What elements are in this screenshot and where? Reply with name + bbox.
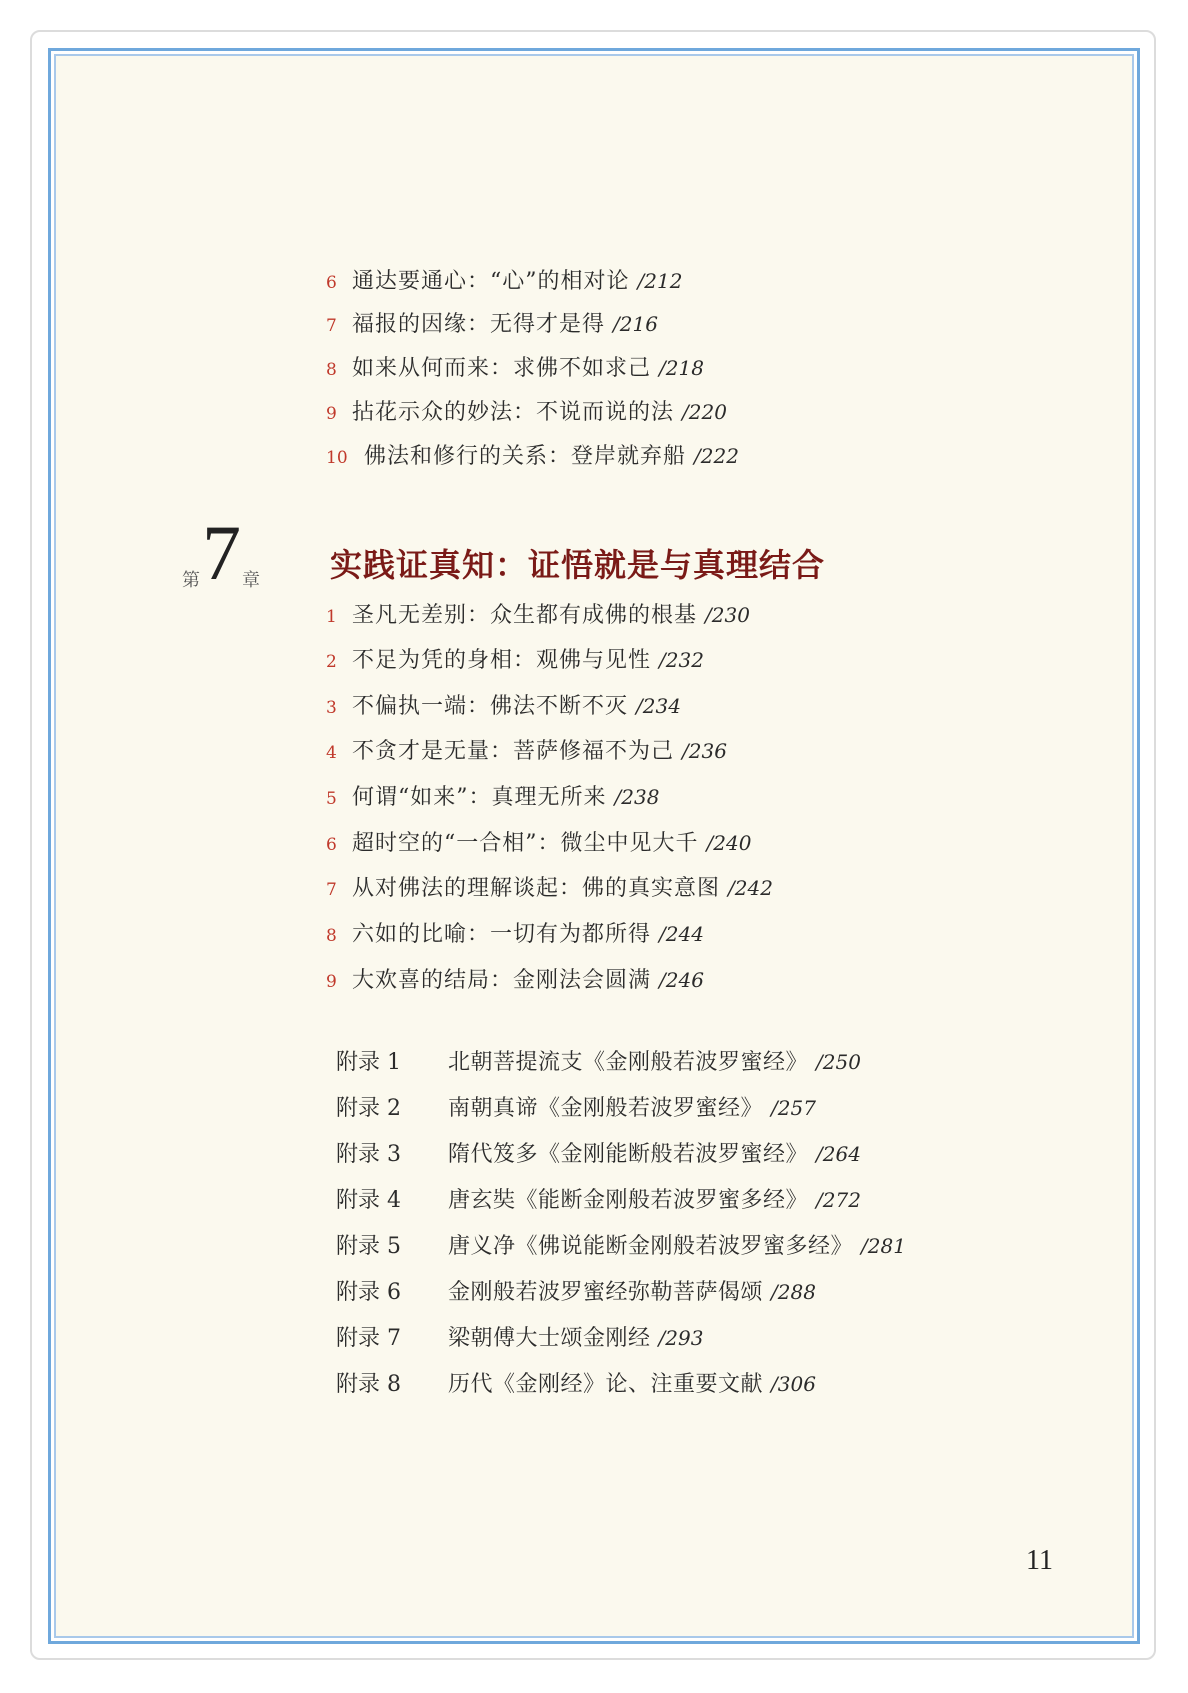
appendix-item[interactable] [336,1367,816,1407]
toc-item[interactable] [326,689,681,729]
chapter-number-mark [178,509,268,600]
toc-item[interactable] [326,826,751,866]
appendix-title: 唐义净《佛说能断金刚般若波罗蜜多经》 [448,1234,854,1259]
toc-item-page: /238 [614,785,660,809]
toc-item-title: 佛法和修行的关系：登岸就弃船 [364,444,687,469]
appendix-title: 南朝真谛《金刚般若波罗蜜经》 [448,1096,764,1121]
toc-item-number: 9 [326,404,337,424]
appendix-page: /272 [816,1188,861,1212]
toc-item-title: 通达要通心：“心”的相对论 [352,269,630,294]
toc-item[interactable] [326,351,704,391]
chapter-number: 7 [202,509,241,596]
appendix-title: 梁朝傅大士颂金刚经 [448,1326,651,1351]
toc-item[interactable] [326,395,727,435]
appendix-label: 附录 1 [336,1050,401,1075]
page-number: 11 [1026,1545,1053,1576]
appendix-page: /293 [658,1326,704,1350]
appendix-item[interactable] [336,1137,861,1177]
toc-item[interactable] [326,643,704,683]
toc-item[interactable] [326,917,704,957]
toc-item-title: 圣凡无差别：众生都有成佛的根基 [352,603,698,628]
toc-item-number: 8 [326,360,337,380]
appendix-item[interactable] [336,1229,906,1269]
toc-item[interactable] [326,439,739,479]
appendix-item[interactable] [336,1275,816,1315]
toc-item-title: 超时空的“一合相”：微尘中见大千 [352,831,699,856]
appendix-page: /257 [771,1096,816,1120]
appendix-title: 金刚般若波罗蜜经弥勒菩萨偈颂 [448,1280,764,1305]
toc-item-page: /218 [659,356,704,380]
appendix-label: 附录 3 [336,1142,401,1167]
toc-item-title: 不贪才是无量：菩萨修福不为己 [352,739,675,764]
toc-item-page: /212 [637,269,683,293]
toc-item-page: /240 [706,831,752,855]
toc-item-number: 9 [326,972,337,992]
appendix-page: /288 [771,1280,816,1304]
toc-item-number: 7 [326,316,337,336]
toc-item-number: 10 [326,448,348,468]
appendix-page: /306 [771,1372,816,1396]
appendix-item[interactable] [336,1321,703,1361]
appendix-title: 隋代笈多《金刚能断般若波罗蜜经》 [448,1142,809,1167]
toc-item-page: /244 [659,922,704,946]
toc-item-title: 大欢喜的结局：金刚法会圆满 [352,968,652,993]
toc-item-title: 六如的比喻：一切有为都所得 [352,922,652,947]
toc-item-number: 6 [326,273,337,293]
appendix-item[interactable] [336,1091,816,1131]
toc-item[interactable] [326,264,682,304]
toc-item-title: 福报的因缘：无得才是得 [352,312,606,337]
toc-item-title: 何谓“如来”：真理无所来 [352,785,607,810]
toc-item-page: /216 [613,312,658,336]
chapter-title[interactable]: 实践证真知：证悟就是与真理结合 [330,546,826,584]
toc-item[interactable] [326,307,658,347]
toc-item-page: /246 [659,968,704,992]
toc-item-number: 8 [326,926,337,946]
toc-item-number: 5 [326,789,337,809]
toc-item-number: 4 [326,743,337,763]
appendix-item[interactable] [336,1045,861,1085]
toc-item-page: /242 [728,876,773,900]
toc-item[interactable] [326,734,727,774]
appendix-label: 附录 8 [336,1372,401,1397]
toc-item-title: 不偏执一端：佛法不断不灭 [352,694,629,719]
appendix-label: 附录 2 [336,1096,401,1121]
toc-item[interactable] [326,780,659,820]
chapter-suffix: 章 [242,570,260,591]
toc-item-page: /230 [705,603,750,627]
appendix-item[interactable] [336,1183,861,1223]
toc-item-page: /236 [682,739,727,763]
appendix-title: 唐玄奘《能断金刚般若波罗蜜多经》 [448,1188,809,1213]
appendix-label: 附录 5 [336,1234,401,1259]
toc-item-number: 2 [326,652,337,672]
appendix-title: 北朝菩提流支《金刚般若波罗蜜经》 [448,1050,809,1075]
appendix-label: 附录 4 [336,1188,401,1213]
appendix-label: 附录 7 [336,1326,401,1351]
toc-item[interactable] [326,963,704,1003]
toc-item[interactable] [326,598,750,638]
appendix-page: /250 [816,1050,861,1074]
toc-item[interactable] [326,871,773,911]
appendix-page: /264 [816,1142,861,1166]
toc-item-title: 如来从何而来：求佛不如求己 [352,356,652,381]
toc-item-number: 7 [326,880,337,900]
chapter-prefix: 第 [182,570,200,591]
toc-item-title: 拈花示众的妙法：不说而说的法 [352,400,675,425]
toc-item-page: /220 [682,400,727,424]
toc-item-page: /222 [694,444,739,468]
appendix-label: 附录 6 [336,1280,401,1305]
toc-item-title: 从对佛法的理解谈起：佛的真实意图 [352,876,721,901]
toc-item-number: 1 [326,607,337,627]
toc-item-page: /232 [659,648,704,672]
toc-item-page: /234 [636,694,681,718]
toc-item-title: 不足为凭的身相：观佛与见性 [352,648,652,673]
appendix-page: /281 [861,1234,906,1258]
appendix-title: 历代《金刚经》论、注重要文献 [448,1372,764,1397]
toc-item-number: 6 [326,835,337,855]
toc-item-number: 3 [326,698,337,718]
